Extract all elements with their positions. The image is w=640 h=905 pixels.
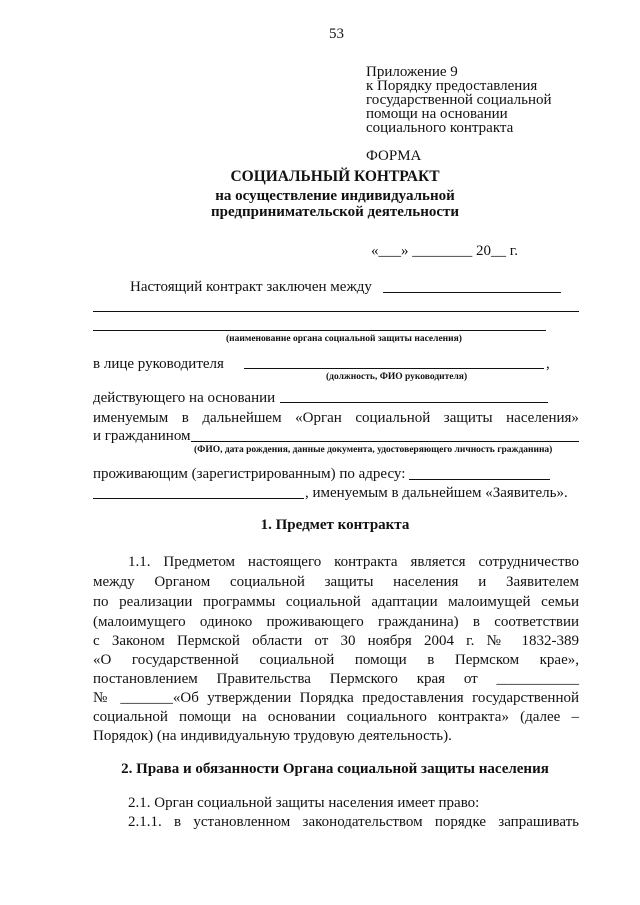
intro-text: Настоящий контракт заключен между [130, 279, 372, 295]
section-1-line-3: по реализации программы социальной адаптации малоимущей семьи [93, 594, 579, 610]
appendix-line-3: государственной социальной [366, 92, 552, 108]
address-field-line-2 [93, 498, 304, 499]
document-subtitle-2: предпринимательской деятельности [210, 204, 460, 220]
named-org-word-6: защиты [443, 410, 493, 426]
appendix-line-2: к Порядку предоставления [366, 78, 538, 94]
hint-citizen: (ФИО, дата рождения, данные документа, удостоверяющего личность гражданина) [194, 445, 553, 455]
appendix-line-5: социального контракта [366, 120, 514, 136]
appendix-line-4: помощи на основании [366, 106, 508, 122]
date-line: «___» ________ 20__ г. [371, 243, 518, 259]
page-number: 53 [329, 26, 344, 42]
form-label: ФОРМА [366, 148, 422, 164]
section-1-line-8: № _______«Об утверждении Порядка предоставления государственной [93, 690, 579, 706]
residing-label: проживающим (зарегистрированным) по адресу: [93, 466, 406, 482]
named-applicant-text: , именуемым в дальнейшем «Заявитель». [305, 485, 568, 501]
named-org-word-5: социальной [355, 410, 431, 426]
named-org-word-7: населения» [506, 410, 579, 426]
document-title: СОЦИАЛЬНЫЙ КОНТРАКТ [230, 168, 440, 185]
party-field-line-2 [93, 311, 579, 312]
named-org-word-1: именуемым [93, 410, 169, 426]
section-1-line-2: между Органом социальной защиты населения и Заявителем [93, 574, 579, 590]
acting-label: действующего на основании [93, 390, 276, 406]
section-1-line-9: социальной помощи на основании социального контракта» (далее – [93, 709, 579, 725]
named-org-word-3: дальнейшем [202, 410, 282, 426]
named-org-word-4: «Орган [295, 410, 342, 426]
comma: , [546, 356, 550, 372]
section-2-paragraph-2: 2.1.1. в установленном законодательством порядке запрашивать [128, 814, 579, 830]
head-field-line [244, 368, 544, 369]
party-field-line-3 [93, 330, 546, 331]
section-1-line-5: с Законом Пермской области от 30 ноября 2004 г. № 1832-389 [93, 633, 579, 649]
section-1-line-1: 1.1. Предметом настоящего контракта является сотрудничество [128, 554, 579, 570]
section-1-title: 1. Предмет контракта [260, 517, 410, 533]
named-org-line [93, 409, 579, 427]
citizen-label: и гражданином [93, 428, 191, 444]
hint-organization: (наименование органа социальной защиты населения) [226, 334, 462, 344]
section-1-line-4: (малоимущего одиноко проживающего гражданина) в соответствии [93, 614, 579, 630]
section-2-title: 2. Права и обязанности Органа социальной защиты населения [121, 761, 549, 777]
section-1-line-6: «О государственной социальной помощи в Пермском крае», [93, 652, 579, 668]
citizen-field-line [191, 441, 579, 442]
party-field-line-1 [383, 292, 561, 293]
in-person-label: в лице руководителя [93, 356, 224, 372]
section-1-line-7: постановлением Правительства Пермского края от ___________ [93, 671, 579, 687]
hint-head: (должность, ФИО руководителя) [326, 372, 468, 382]
appendix-line-1: Приложение 9 [366, 64, 458, 80]
address-field-line-1 [409, 479, 550, 480]
section-1-line-10: Порядок) (на индивидуальную трудовую деятельность). [93, 728, 452, 744]
section-2-paragraph-1: 2.1. Орган социальной защиты населения имеет право: [128, 795, 480, 811]
document-subtitle-1: на осуществление индивидуальной [215, 188, 455, 204]
basis-field-line [280, 402, 548, 403]
named-org-word-2: в [181, 410, 189, 426]
